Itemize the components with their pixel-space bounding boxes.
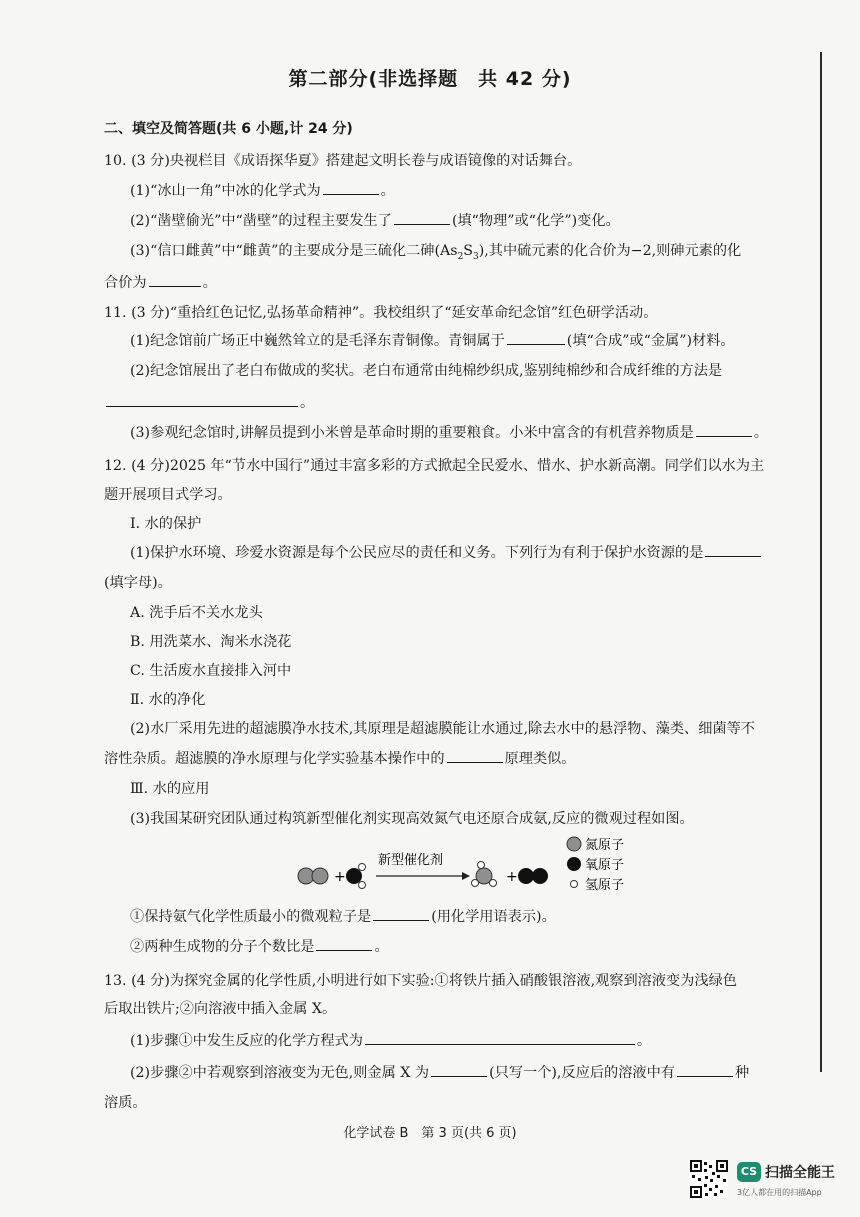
part-title: 第二部分(非选择题 共 42 分) [288, 68, 572, 90]
q10-part1: (1)“冰山一角”中冰的化学式为 。 [130, 180, 395, 200]
page-footer: 化学试卷 B 第 3 页(共 6 页) [343, 1126, 517, 1141]
answer-blank[interactable] [431, 1062, 487, 1077]
answer-blank[interactable] [106, 392, 298, 407]
q12-stem: 12. (4 分)2025 年“节水中国行”通过丰富多彩的方式掀起全民爱水、惜水、护水新高潮。同学们以水为主 [104, 458, 765, 474]
legend-label: 氮原子 [585, 838, 625, 853]
q11-stem: 11. (3 分)“重拾红色记忆,弘扬革命精神”。我校组织了“延安革命纪念馆”红色研学活动。 [104, 305, 658, 321]
answer-blank[interactable] [705, 542, 761, 557]
camscanner-name: 扫描全能王 [765, 1165, 835, 1181]
hydrogen-atom-icon [478, 862, 485, 869]
legend-label: 氧原子 [585, 858, 625, 873]
q10-part2: (2)“凿壁偷光”中“凿壁”的过程主要发生了 (填“物理”或“化学”)变化。 [130, 210, 620, 230]
answer-blank[interactable] [373, 906, 429, 921]
q11-part1: (1)纪念馆前广场正中巍然耸立的是毛泽东青铜像。青铜属于 (填“合成”或“金属”)材料。 [130, 330, 735, 350]
q13-stem: 13. (4 分)为探究金属的化学性质,小明进行如下实验:①将铁片插入硝酸银溶液,观察到溶液变为浅绿色 [104, 973, 737, 989]
q12-heading-3: Ⅲ. 水的应用 [130, 781, 210, 797]
answer-blank[interactable] [507, 330, 565, 345]
q12-sub2: ②两种生成物的分子个数比是 。 [130, 936, 389, 956]
legend-nitrogen-icon [567, 837, 581, 851]
camscanner-tagline: 3亿人都在用的扫描App [737, 1188, 822, 1197]
answer-blank[interactable] [394, 210, 450, 225]
oxygen-atom-icon [518, 868, 534, 884]
answer-blank[interactable] [677, 1062, 733, 1077]
option-a: A. 洗手后不关水龙头 [130, 605, 263, 621]
q13-stem-cont: 后取出铁片;②向溶液中插入金属 X。 [104, 1001, 337, 1017]
hydrogen-atom-icon [359, 864, 366, 871]
hydrogen-atom-icon [490, 880, 497, 887]
q12-part2-cont: 溶性杂质。超滤膜的净水原理与化学实验基本操作中的 原理类似。 [104, 748, 575, 768]
q10-part3: (3)“信口雌黄”中“雌黄”的主要成分是三硫化二砷$(As_2S_3)$,其中硫元素的化合价为−2,则砷元素的化 [130, 243, 742, 262]
hydrogen-atom-icon [359, 882, 366, 889]
answer-blank[interactable] [696, 422, 752, 437]
camscanner-logo: CS [737, 1162, 761, 1182]
qr-code-icon [690, 1160, 728, 1198]
q12-part3: (3)我国某研究团队通过构筑新型催化剂实现高效氮气电还原合成氨,反应的微观过程如图。 [130, 811, 694, 827]
plus-sign: + [334, 869, 346, 885]
q12-heading-1: Ⅰ. 水的保护 [130, 516, 202, 532]
section-heading: 二、填空及简答题(共 6 小题,计 24 分) [104, 121, 353, 137]
answer-blank[interactable] [447, 748, 503, 763]
catalyst-label: 新型催化剂 [378, 853, 444, 868]
q12-stem-cont: 题开展项目式学习。 [104, 487, 232, 503]
arrow-head-icon [462, 872, 470, 880]
q11-part2: (2)纪念馆展出了老白布做成的奖状。老白布通常由纯棉纱织成,鉴别纯棉纱和合成纤维的方法是 [130, 363, 723, 379]
q13-part2-cont: 溶质。 [104, 1095, 147, 1111]
option-c: C. 生活废水直接排入河中 [130, 663, 292, 679]
q10-stem: 10. (3 分)央视栏目《成语探华夏》搭建起文明长卷与成语镜像的对话舞台。 [104, 153, 582, 169]
oxygen-atom-icon [532, 868, 548, 884]
reaction-diagram [292, 832, 652, 902]
q13-part1: (1)步骤①中发生反应的化学方程式为 。 [130, 1030, 651, 1050]
answer-blank[interactable] [316, 936, 372, 951]
q11-part2-cont: 。 [104, 392, 314, 412]
page-edge-line [820, 52, 822, 1072]
q11-part3: (3)参观纪念馆时,讲解员提到小米曾是革命时期的重要粮食。小米中富含的有机营养物质是 。 [130, 422, 768, 442]
nitrogen-atom-icon [312, 868, 328, 884]
answer-blank[interactable] [365, 1030, 635, 1045]
option-b: B. 用洗菜水、淘米水浇花 [130, 634, 292, 650]
q10-part3-cont: 合价为 。 [104, 272, 217, 292]
legend-label: 氢原子 [585, 878, 625, 893]
q12-heading-2: Ⅱ. 水的净化 [130, 692, 206, 708]
q12-part1-cont: (填字母)。 [104, 575, 172, 591]
q13-part2: (2)步骤②中若观察到溶液变为无色,则金属 X 为 (只写一个),反应后的溶液中有 种 [130, 1062, 749, 1082]
q12-sub1: ①保持氨气化学性质最小的微观粒子是 (用化学用语表示)。 [130, 906, 556, 926]
answer-blank[interactable] [149, 272, 201, 287]
q12-part1: (1)保护水环境、珍爱水资源是每个公民应尽的责任和义务。下列行为有利于保护水资源的是 [130, 542, 763, 562]
oxygen-atom-icon [346, 868, 362, 884]
q12-part2: (2)水厂采用先进的超滤膜净水技术,其原理是超滤膜能让水通过,除去水中的悬浮物、藻类、细菌等不 [130, 721, 755, 737]
legend-hydrogen-icon [571, 881, 578, 888]
hydrogen-atom-icon [472, 880, 479, 887]
legend-oxygen-icon [567, 857, 581, 871]
plus-sign: + [506, 869, 518, 885]
answer-blank[interactable] [323, 180, 379, 195]
